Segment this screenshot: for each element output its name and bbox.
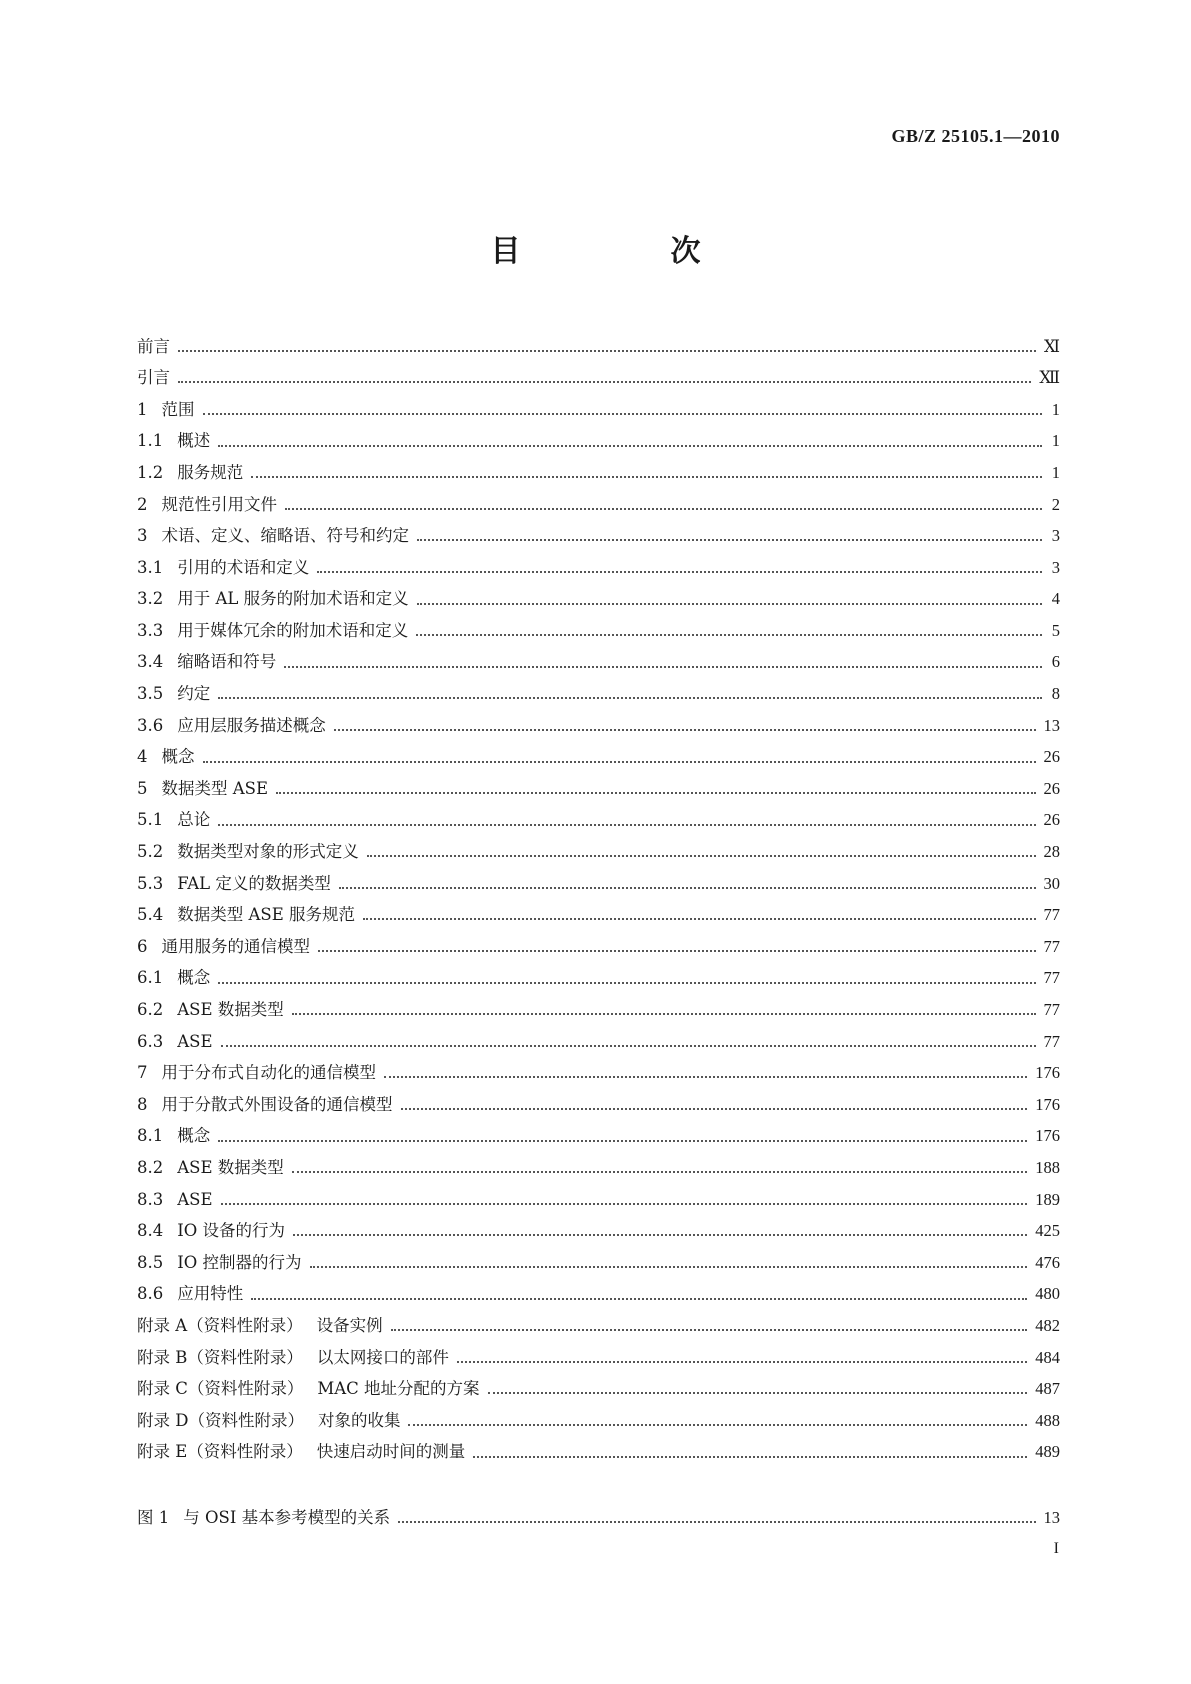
toc-entry[interactable] bbox=[137, 1184, 1060, 1216]
entry-title: 对象的收集 bbox=[317, 1410, 401, 1430]
toc-entry[interactable] bbox=[137, 1279, 1060, 1311]
entry-number: 5.2 bbox=[137, 842, 164, 862]
entry-page: 487 bbox=[1035, 1379, 1060, 1399]
entry-number: 8.4 bbox=[137, 1221, 164, 1241]
entry-title: MAC 地址分配的方案 bbox=[317, 1379, 480, 1399]
entry-number: 5 bbox=[137, 778, 148, 798]
entry-title: 设备实例 bbox=[316, 1315, 383, 1335]
page-number: I bbox=[1053, 1540, 1059, 1557]
dot-leader bbox=[276, 792, 1035, 794]
entry-number: 3.4 bbox=[137, 652, 164, 672]
entry-title: ASE bbox=[177, 1189, 213, 1209]
entry-title: 概念 bbox=[161, 747, 195, 767]
entry-number: 图 1 bbox=[137, 1507, 170, 1527]
dot-leader bbox=[284, 666, 1042, 668]
entry-number: 3 bbox=[137, 526, 148, 546]
entry-number: 附录 B（资料性附录） bbox=[137, 1347, 303, 1367]
entry-number: 3.1 bbox=[137, 557, 164, 577]
entry-title: 应用特性 bbox=[177, 1284, 244, 1304]
dot-leader bbox=[292, 1013, 1036, 1015]
entry-page: 489 bbox=[1035, 1442, 1060, 1462]
toc-entry[interactable] bbox=[137, 457, 1060, 489]
toc-entry[interactable] bbox=[137, 1437, 1060, 1469]
dot-leader bbox=[218, 1140, 1027, 1142]
entry-page: 28 bbox=[1043, 842, 1060, 862]
entry-title: 概念 bbox=[177, 1126, 211, 1146]
toc-entry[interactable] bbox=[137, 931, 1060, 963]
dot-leader bbox=[218, 445, 1042, 447]
toc-entry[interactable] bbox=[137, 615, 1060, 647]
entry-page: 482 bbox=[1035, 1315, 1060, 1335]
standard-number: GB/Z 25105.1—2010 bbox=[891, 126, 1060, 146]
dot-leader bbox=[221, 1203, 1028, 1205]
table-of-contents bbox=[137, 331, 1060, 1468]
page-title: 目 次 bbox=[490, 234, 761, 269]
toc-entry[interactable] bbox=[137, 994, 1060, 1026]
dot-leader bbox=[218, 982, 1035, 984]
entry-page: 188 bbox=[1035, 1157, 1060, 1177]
entry-number: 附录 C（资料性附录） bbox=[137, 1379, 304, 1399]
entry-number: 附录 A（资料性附录） bbox=[137, 1315, 303, 1335]
entry-page: 13 bbox=[1043, 715, 1060, 735]
figure-entry[interactable] bbox=[137, 1502, 1060, 1534]
entry-number: 5.3 bbox=[137, 873, 164, 893]
entry-number: 1 bbox=[137, 399, 148, 419]
entry-title: 前言 bbox=[137, 336, 170, 356]
entry-title: 缩略语和符号 bbox=[177, 652, 277, 672]
entry-title: 总论 bbox=[177, 810, 211, 830]
dot-leader bbox=[203, 413, 1043, 415]
toc-entry[interactable] bbox=[137, 489, 1060, 521]
entry-page: 26 bbox=[1043, 747, 1060, 767]
entry-page: 26 bbox=[1043, 810, 1060, 830]
toc-entry[interactable] bbox=[137, 1089, 1060, 1121]
entry-page: 77 bbox=[1043, 936, 1060, 956]
entry-title: 通用服务的通信模型 bbox=[161, 936, 310, 956]
entry-title: FAL 定义的数据类型 bbox=[177, 873, 331, 893]
toc-entry[interactable] bbox=[137, 1026, 1060, 1058]
entry-page: 484 bbox=[1035, 1347, 1060, 1367]
entry-page: 425 bbox=[1035, 1221, 1060, 1241]
toc-entry[interactable] bbox=[137, 773, 1060, 805]
entry-title: 数据类型对象的形式定义 bbox=[177, 842, 359, 862]
dot-leader bbox=[251, 476, 1042, 478]
entry-title: 概述 bbox=[177, 431, 211, 451]
dot-leader bbox=[221, 1045, 1036, 1047]
entry-number: 3.2 bbox=[137, 589, 164, 609]
toc-entry[interactable] bbox=[137, 900, 1060, 932]
entry-page: 77 bbox=[1043, 905, 1060, 925]
entry-number: 4 bbox=[137, 747, 148, 767]
entry-number: 7 bbox=[137, 1063, 148, 1083]
toc-entry[interactable] bbox=[137, 837, 1060, 869]
dot-leader bbox=[318, 950, 1036, 952]
dot-leader bbox=[398, 1521, 1035, 1523]
dot-leader bbox=[417, 539, 1042, 541]
entry-title: 数据类型 ASE 服务规范 bbox=[177, 905, 356, 925]
entry-page: 8 bbox=[1051, 684, 1060, 704]
entry-number: 1.1 bbox=[137, 431, 164, 451]
toc-entry[interactable] bbox=[137, 1247, 1060, 1279]
entry-title: ASE 数据类型 bbox=[177, 1000, 284, 1020]
toc-entry[interactable] bbox=[137, 1152, 1060, 1184]
dot-leader bbox=[339, 887, 1036, 889]
dot-leader bbox=[310, 1266, 1028, 1268]
entry-title: 用于分布式自动化的通信模型 bbox=[161, 1063, 376, 1083]
entry-number: 附录 E（资料性附录） bbox=[137, 1442, 303, 1462]
toc-entry[interactable] bbox=[137, 394, 1060, 426]
entry-number: 3.3 bbox=[137, 620, 164, 640]
toc-entry[interactable] bbox=[137, 584, 1060, 616]
entry-page: 1 bbox=[1051, 431, 1060, 451]
dot-leader bbox=[488, 1392, 1028, 1394]
entry-title: 约定 bbox=[177, 684, 211, 704]
toc-entry[interactable] bbox=[137, 1216, 1060, 1248]
dot-leader bbox=[285, 508, 1042, 510]
dot-leader bbox=[384, 1076, 1027, 1078]
dot-leader bbox=[391, 1329, 1028, 1331]
entry-title: ASE bbox=[177, 1031, 213, 1051]
dot-leader bbox=[367, 855, 1036, 857]
dot-leader bbox=[251, 1298, 1027, 1300]
toc-entry[interactable] bbox=[137, 1310, 1060, 1342]
entry-title: 范围 bbox=[161, 399, 195, 419]
entry-page: 3 bbox=[1051, 526, 1060, 546]
dot-leader bbox=[334, 729, 1036, 731]
dot-leader bbox=[457, 1361, 1027, 1363]
entry-page: Ⅺ bbox=[1044, 336, 1060, 356]
dot-leader bbox=[401, 1108, 1028, 1110]
dot-leader bbox=[416, 634, 1042, 636]
entry-number: 8.2 bbox=[137, 1157, 164, 1177]
entry-page: 1 bbox=[1051, 399, 1060, 419]
entry-title: 概念 bbox=[177, 968, 211, 988]
entry-title: 数据类型 ASE bbox=[161, 778, 269, 798]
entry-number: 5.4 bbox=[137, 905, 164, 925]
entry-page: 77 bbox=[1043, 1031, 1060, 1051]
entry-number: 3.5 bbox=[137, 684, 164, 704]
toc-entry[interactable] bbox=[137, 1121, 1060, 1153]
entry-number: 8.1 bbox=[137, 1126, 164, 1146]
dot-leader bbox=[218, 697, 1042, 699]
toc-entry[interactable] bbox=[137, 1342, 1060, 1374]
entry-title: 以太网接口的部件 bbox=[316, 1347, 449, 1367]
entry-page: 176 bbox=[1035, 1063, 1060, 1083]
toc-entry[interactable] bbox=[137, 426, 1060, 458]
dot-leader bbox=[292, 1171, 1027, 1173]
entry-title: 应用层服务描述概念 bbox=[177, 715, 326, 735]
dot-leader bbox=[178, 350, 1036, 352]
toc-entry[interactable] bbox=[137, 521, 1060, 553]
entry-number: 8.5 bbox=[137, 1252, 164, 1272]
figure-list bbox=[137, 1502, 1060, 1534]
entry-title: 规范性引用文件 bbox=[161, 494, 277, 514]
dot-leader bbox=[417, 603, 1042, 605]
entry-title: 引用的术语和定义 bbox=[177, 557, 310, 577]
dot-leader bbox=[178, 381, 1031, 383]
entry-title: 引言 bbox=[137, 368, 170, 388]
entry-title: 用于媒体冗余的附加术语和定义 bbox=[177, 620, 409, 640]
dot-leader bbox=[473, 1456, 1027, 1458]
entry-number: 6.1 bbox=[137, 968, 164, 988]
entry-number: 8.6 bbox=[137, 1284, 164, 1304]
entry-number: 2 bbox=[137, 494, 148, 514]
toc-entry[interactable] bbox=[137, 331, 1060, 363]
entry-number: 8.3 bbox=[137, 1189, 164, 1209]
dot-leader bbox=[408, 1424, 1027, 1426]
dot-leader bbox=[317, 571, 1042, 573]
toc-entry[interactable] bbox=[137, 363, 1060, 395]
entry-title: 术语、定义、缩略语、符号和约定 bbox=[161, 526, 409, 546]
entry-title: 用于分散式外围设备的通信模型 bbox=[161, 1094, 393, 1114]
dot-leader bbox=[363, 918, 1035, 920]
entry-page: 6 bbox=[1051, 652, 1060, 672]
toc-entry[interactable] bbox=[137, 963, 1060, 995]
entry-number: 6 bbox=[137, 936, 148, 956]
dot-leader bbox=[218, 824, 1035, 826]
entry-title: 用于 AL 服务的附加术语和定义 bbox=[177, 589, 409, 609]
dot-leader bbox=[203, 761, 1036, 763]
entry-page: 476 bbox=[1035, 1252, 1060, 1272]
entry-page: 26 bbox=[1043, 778, 1060, 798]
toc-entry[interactable] bbox=[137, 1058, 1060, 1090]
toc-entry[interactable] bbox=[137, 868, 1060, 900]
entry-page: Ⅻ bbox=[1039, 368, 1060, 388]
toc-entry[interactable] bbox=[137, 805, 1060, 837]
entry-page: 13 bbox=[1043, 1507, 1060, 1527]
toc-entry[interactable] bbox=[137, 552, 1060, 584]
entry-page: 77 bbox=[1043, 1000, 1060, 1020]
entry-title: 服务规范 bbox=[177, 462, 244, 482]
entry-title: IO 设备的行为 bbox=[177, 1221, 286, 1241]
entry-page: 176 bbox=[1035, 1094, 1060, 1114]
toc-entry[interactable] bbox=[137, 1405, 1060, 1437]
entry-page: 189 bbox=[1035, 1189, 1060, 1209]
entry-page: 3 bbox=[1051, 557, 1060, 577]
entry-title: IO 控制器的行为 bbox=[177, 1252, 302, 1272]
dot-leader bbox=[293, 1234, 1027, 1236]
entry-number: 附录 D（资料性附录） bbox=[137, 1410, 304, 1430]
entry-number: 3.6 bbox=[137, 715, 164, 735]
toc-entry[interactable] bbox=[137, 647, 1060, 679]
entry-page: 176 bbox=[1035, 1126, 1060, 1146]
entry-page: 480 bbox=[1035, 1284, 1060, 1304]
entry-page: 4 bbox=[1051, 589, 1060, 609]
entry-page: 1 bbox=[1051, 462, 1060, 482]
entry-number: 8 bbox=[137, 1094, 148, 1114]
entry-page: 2 bbox=[1051, 494, 1060, 514]
toc-entry[interactable] bbox=[137, 1374, 1060, 1406]
entry-number: 1.2 bbox=[137, 462, 164, 482]
toc-entry[interactable] bbox=[137, 742, 1060, 774]
entry-page: 77 bbox=[1043, 968, 1060, 988]
entry-number: 6.2 bbox=[137, 1000, 164, 1020]
entry-number: 6.3 bbox=[137, 1031, 164, 1051]
entry-title: ASE 数据类型 bbox=[177, 1157, 284, 1177]
entry-title: 快速启动时间的测量 bbox=[316, 1442, 466, 1462]
entry-page: 5 bbox=[1051, 620, 1060, 640]
entry-page: 30 bbox=[1043, 873, 1060, 893]
toc-entry[interactable] bbox=[137, 679, 1060, 711]
entry-page: 488 bbox=[1035, 1410, 1060, 1430]
entry-number: 5.1 bbox=[137, 810, 164, 830]
entry-title: 与 OSI 基本参考模型的关系 bbox=[183, 1507, 391, 1527]
toc-entry[interactable] bbox=[137, 710, 1060, 742]
